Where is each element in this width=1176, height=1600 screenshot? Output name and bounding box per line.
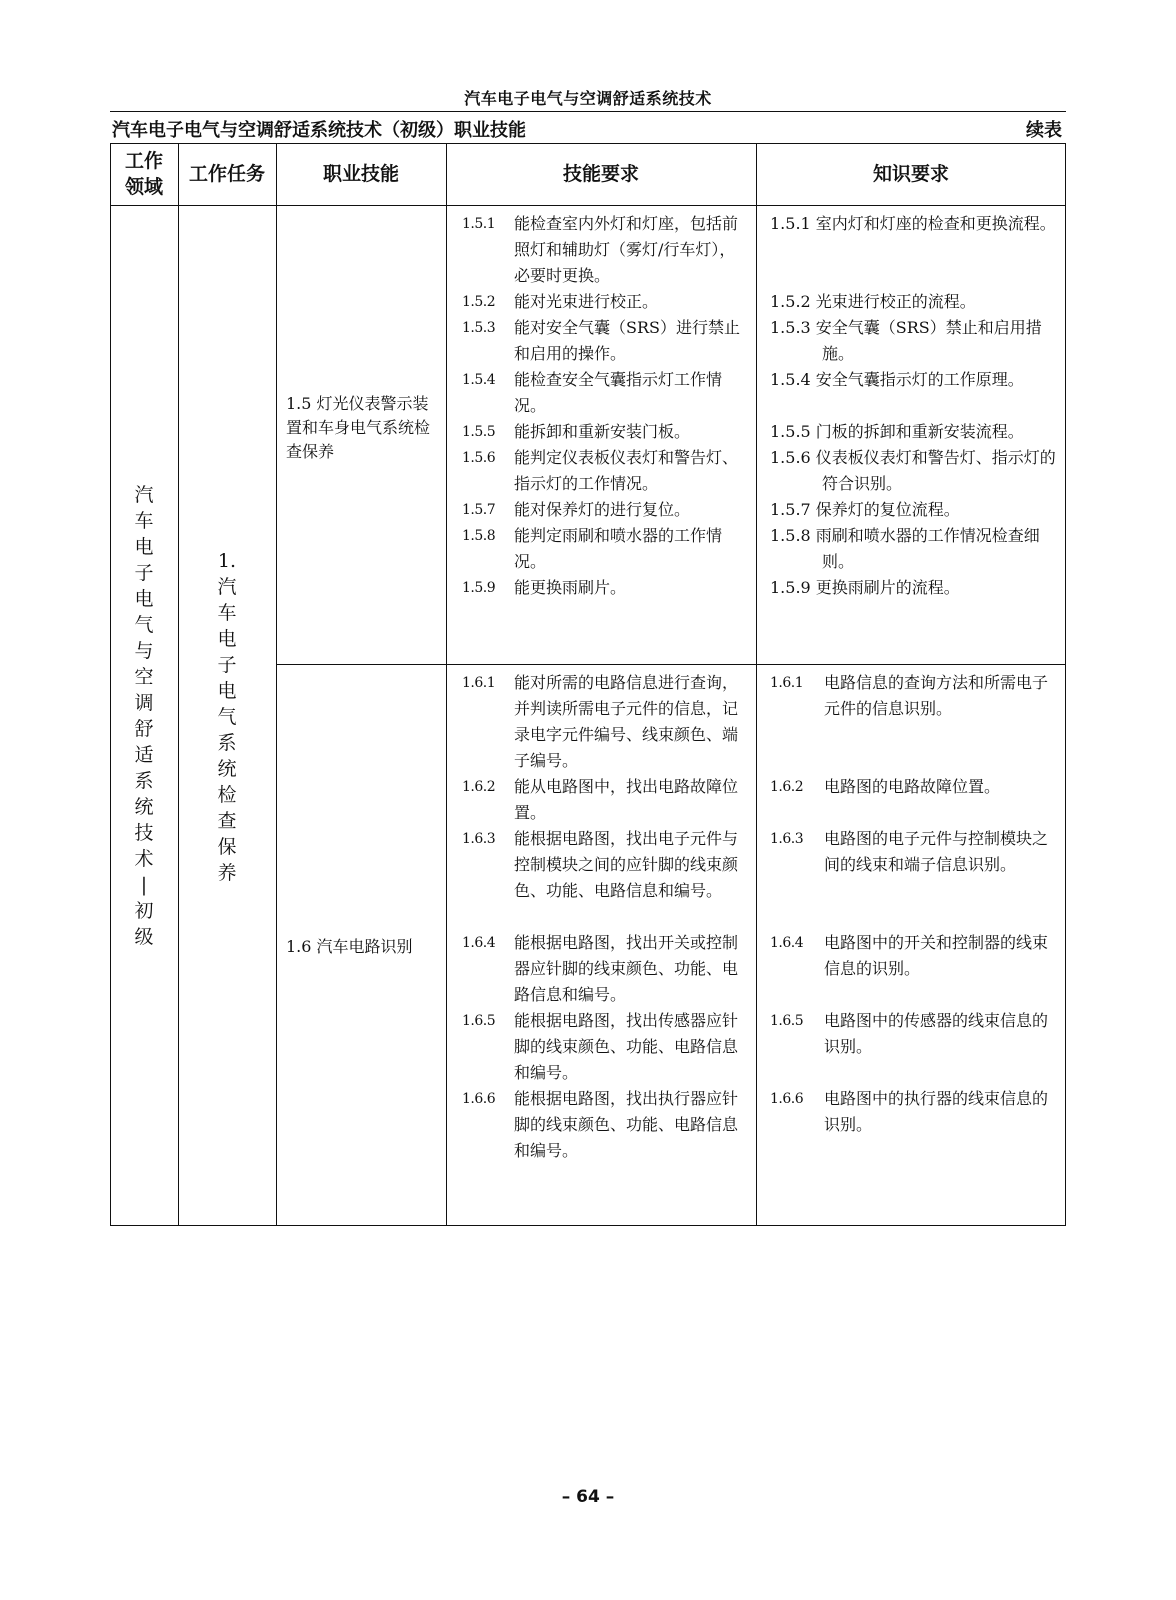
knowledge-item <box>770 211 1056 237</box>
knowledge-item <box>770 445 1056 497</box>
work-domain-char: 气 <box>134 614 154 636</box>
requirement-item <box>770 1008 1060 1060</box>
requirement-text: 电路图的电子元件与控制模块之间的线束和端子信息识别。 <box>824 829 1049 874</box>
requirement-item <box>462 774 746 826</box>
knowledge-item <box>770 419 1056 445</box>
work-domain-char: 与 <box>134 640 154 662</box>
requirement-number: 1.6.3 <box>462 831 496 847</box>
work-task-char: 电 <box>217 628 237 650</box>
requirement-item <box>770 826 1060 878</box>
requirement-item <box>462 419 746 445</box>
table-title: 汽车电子电气与空调舒适系统技术（初级）职业技能 <box>112 120 526 141</box>
requirement-item <box>462 1086 746 1164</box>
work-task-char: 子 <box>217 654 237 676</box>
work-domain-char: 电 <box>134 536 154 558</box>
requirement-number: 1.5.4 <box>462 372 496 388</box>
requirement-text: 能对保养灯的进行复位。 <box>514 500 691 519</box>
requirement-text: 能判定雨刷和喷水器的工作情况。 <box>514 526 723 571</box>
knowledge-item <box>770 497 1056 523</box>
work-domain-char: 适 <box>134 744 154 766</box>
work-domain-char: 术 <box>134 848 154 870</box>
knowledge-text: 1.5.5 门板的拆卸和重新安装流程。 <box>770 422 1024 441</box>
requirement-item <box>770 670 1060 722</box>
requirement-text: 能根据电路图，找出执行器应针脚的线束颜色、功能、电路信息和编号。 <box>514 1089 739 1160</box>
work-task-char: 车 <box>217 602 237 624</box>
requirement-text: 能对所需的电路信息进行查询，并判读所需电子元件的信息，记录电字元件编号、线束颜色、端子编号。 <box>514 673 739 770</box>
requirement-text: 电路图中的传感器的线束信息的识别。 <box>824 1011 1049 1056</box>
header-divider <box>110 205 1066 206</box>
work-task-char: 系 <box>217 732 237 754</box>
column-divider <box>756 143 757 1226</box>
work-domain-char: 调 <box>134 692 154 714</box>
requirement-number: 1.6.5 <box>462 1013 496 1029</box>
requirement-number: 1.6.6 <box>462 1091 496 1107</box>
knowledge-text: 1.5.8 雨刷和喷水器的工作情况检查细则。 <box>770 526 1040 571</box>
requirement-number: 1.6.2 <box>770 779 804 795</box>
work-domain-char: 初 <box>134 900 154 922</box>
requirement-item <box>462 497 746 523</box>
work-task-char: 保 <box>217 836 237 858</box>
requirement-text: 能检查安全气囊指示灯工作情况。 <box>514 370 723 415</box>
requirement-text: 电路图的电路故障位置。 <box>824 777 1001 796</box>
knowledge-text: 1.5.9 更换雨刷片的流程。 <box>770 578 960 597</box>
work-domain-char: 子 <box>134 562 154 584</box>
knowledge-text: 1.5.1 室内灯和灯座的检查和更换流程。 <box>770 214 1056 233</box>
work-domain-char: | <box>140 874 148 896</box>
header-work-domain <box>110 143 178 205</box>
header-skill-requirements: 技能要求 <box>562 163 639 185</box>
requirement-item <box>462 670 746 774</box>
work-task-char: 电 <box>217 680 237 702</box>
requirement-number: 1.6.1 <box>770 675 804 691</box>
requirement-item <box>462 211 746 289</box>
knowledge-text: 1.5.3 安全气囊（SRS）禁止和启用措施。 <box>770 318 1042 363</box>
knowledge-item <box>770 289 1056 315</box>
requirement-item <box>770 1086 1060 1138</box>
requirement-item <box>462 315 746 367</box>
requirement-text: 能更换雨刷片。 <box>514 578 627 597</box>
work-domain-char: 统 <box>134 796 154 818</box>
requirement-text: 能对安全气囊（SRS）进行禁止和启用的操作。 <box>514 318 740 363</box>
column-divider <box>446 143 447 1226</box>
work-task-char: 汽 <box>217 576 237 598</box>
work-domain-cell <box>110 482 178 950</box>
work-domain-char: 系 <box>134 770 154 792</box>
requirement-number: 1.6.4 <box>462 935 496 951</box>
knowledge-item <box>770 367 1056 393</box>
continued-label: 续表 <box>1026 120 1062 141</box>
work-task-char: 查 <box>217 810 237 832</box>
requirement-item <box>462 1008 746 1086</box>
work-domain-char: 车 <box>134 510 154 532</box>
requirement-text: 能判定仪表板仪表灯和警告灯、指示灯的工作情况。 <box>514 448 739 493</box>
requirement-number: 1.5.8 <box>462 528 496 544</box>
work-task-number: 1. <box>217 550 237 572</box>
column-divider <box>276 143 277 1226</box>
knowledge-text: 1.5.4 安全气囊指示灯的工作原理。 <box>770 370 1024 389</box>
requirement-text: 电路图中的开关和控制器的线束信息的识别。 <box>824 933 1049 978</box>
header-work-domain-line2: 领域 <box>124 176 163 198</box>
skill-name-1-6 <box>286 935 436 959</box>
requirement-text: 能根据电路图，找出电子元件与控制模块之间的应针脚的线束颜色、功能、电路信息和编号。 <box>514 829 739 900</box>
row-divider <box>276 664 1066 665</box>
requirement-text: 能从电路图中，找出电路故障位置。 <box>514 777 739 822</box>
requirement-number: 1.6.4 <box>770 935 804 951</box>
requirement-item <box>770 774 1060 800</box>
work-task-char: 检 <box>217 784 237 806</box>
requirement-item <box>462 367 746 419</box>
page-number: – 64 – <box>561 1487 615 1507</box>
work-domain-char: 空 <box>134 666 154 688</box>
requirement-number: 1.6.2 <box>462 779 496 795</box>
requirement-number: 1.5.1 <box>462 216 496 232</box>
header-knowledge-requirements: 知识要求 <box>872 163 949 185</box>
work-task-char: 气 <box>217 706 237 728</box>
requirement-text: 能拆卸和重新安装门板。 <box>514 422 691 441</box>
requirement-number: 1.5.2 <box>462 294 496 310</box>
requirement-number: 1.5.9 <box>462 580 496 596</box>
requirement-item <box>462 289 746 315</box>
running-head: 汽车电子电气与空调舒适系统技术 <box>464 89 712 108</box>
requirement-number: 1.6.6 <box>770 1091 804 1107</box>
skill-name-1-5 <box>286 392 436 464</box>
requirement-item <box>462 445 746 497</box>
requirement-number: 1.5.3 <box>462 320 496 336</box>
knowledge-text: 1.5.6 仪表板仪表灯和警告灯、指示灯的符合识别。 <box>770 448 1056 493</box>
header-rule <box>110 111 1066 112</box>
requirement-text: 能根据电路图，找出传感器应针脚的线束颜色、功能、电路信息和编号。 <box>514 1011 739 1082</box>
requirement-item <box>462 523 746 575</box>
requirement-text: 能检查室内外灯和灯座，包括前照灯和辅助灯（雾灯/行车灯），必要时更换。 <box>514 214 739 285</box>
work-domain-char: 舒 <box>134 718 154 740</box>
knowledge-item <box>770 575 1056 601</box>
requirement-number: 1.5.5 <box>462 424 496 440</box>
header-vocational-skill: 职业技能 <box>322 163 399 185</box>
work-task-cell <box>178 548 276 886</box>
work-domain-char: 技 <box>134 822 154 844</box>
work-task-char: 统 <box>217 758 237 780</box>
work-domain-char: 电 <box>134 588 154 610</box>
requirement-number: 1.5.7 <box>462 502 496 518</box>
requirement-number: 1.6.3 <box>770 831 804 847</box>
work-domain-char: 级 <box>134 926 154 948</box>
requirement-number: 1.6.1 <box>462 675 496 691</box>
requirement-text: 电路信息的查询方法和所需电子元件的信息识别。 <box>824 673 1049 718</box>
requirement-text: 能对光束进行校正。 <box>514 292 659 311</box>
knowledge-text: 1.5.2 光束进行校正的流程。 <box>770 292 976 311</box>
skill-name-text: 1.5 灯光仪表警示装置和车身电气系统检查保养 <box>286 394 431 461</box>
knowledge-text: 1.5.7 保养灯的复位流程。 <box>770 500 960 519</box>
work-task-char: 养 <box>217 862 237 884</box>
requirement-number: 1.5.6 <box>462 450 496 466</box>
requirement-text: 能根据电路图，找出开关或控制器应针脚的线束颜色、功能、电路信息和编号。 <box>514 933 739 1004</box>
skill-name-text: 1.6 汽车电路识别 <box>286 937 413 956</box>
knowledge-item <box>770 523 1056 575</box>
requirement-text: 电路图中的执行器的线束信息的识别。 <box>824 1089 1049 1134</box>
requirement-item <box>462 826 746 904</box>
header-work-task: 工作任务 <box>188 163 265 185</box>
requirement-item <box>462 575 746 601</box>
knowledge-item <box>770 315 1056 367</box>
header-work-domain-line1: 工作 <box>124 150 163 172</box>
work-domain-char: 汽 <box>134 484 154 506</box>
requirement-item <box>462 930 746 1008</box>
requirement-item <box>770 930 1060 982</box>
requirement-number: 1.6.5 <box>770 1013 804 1029</box>
